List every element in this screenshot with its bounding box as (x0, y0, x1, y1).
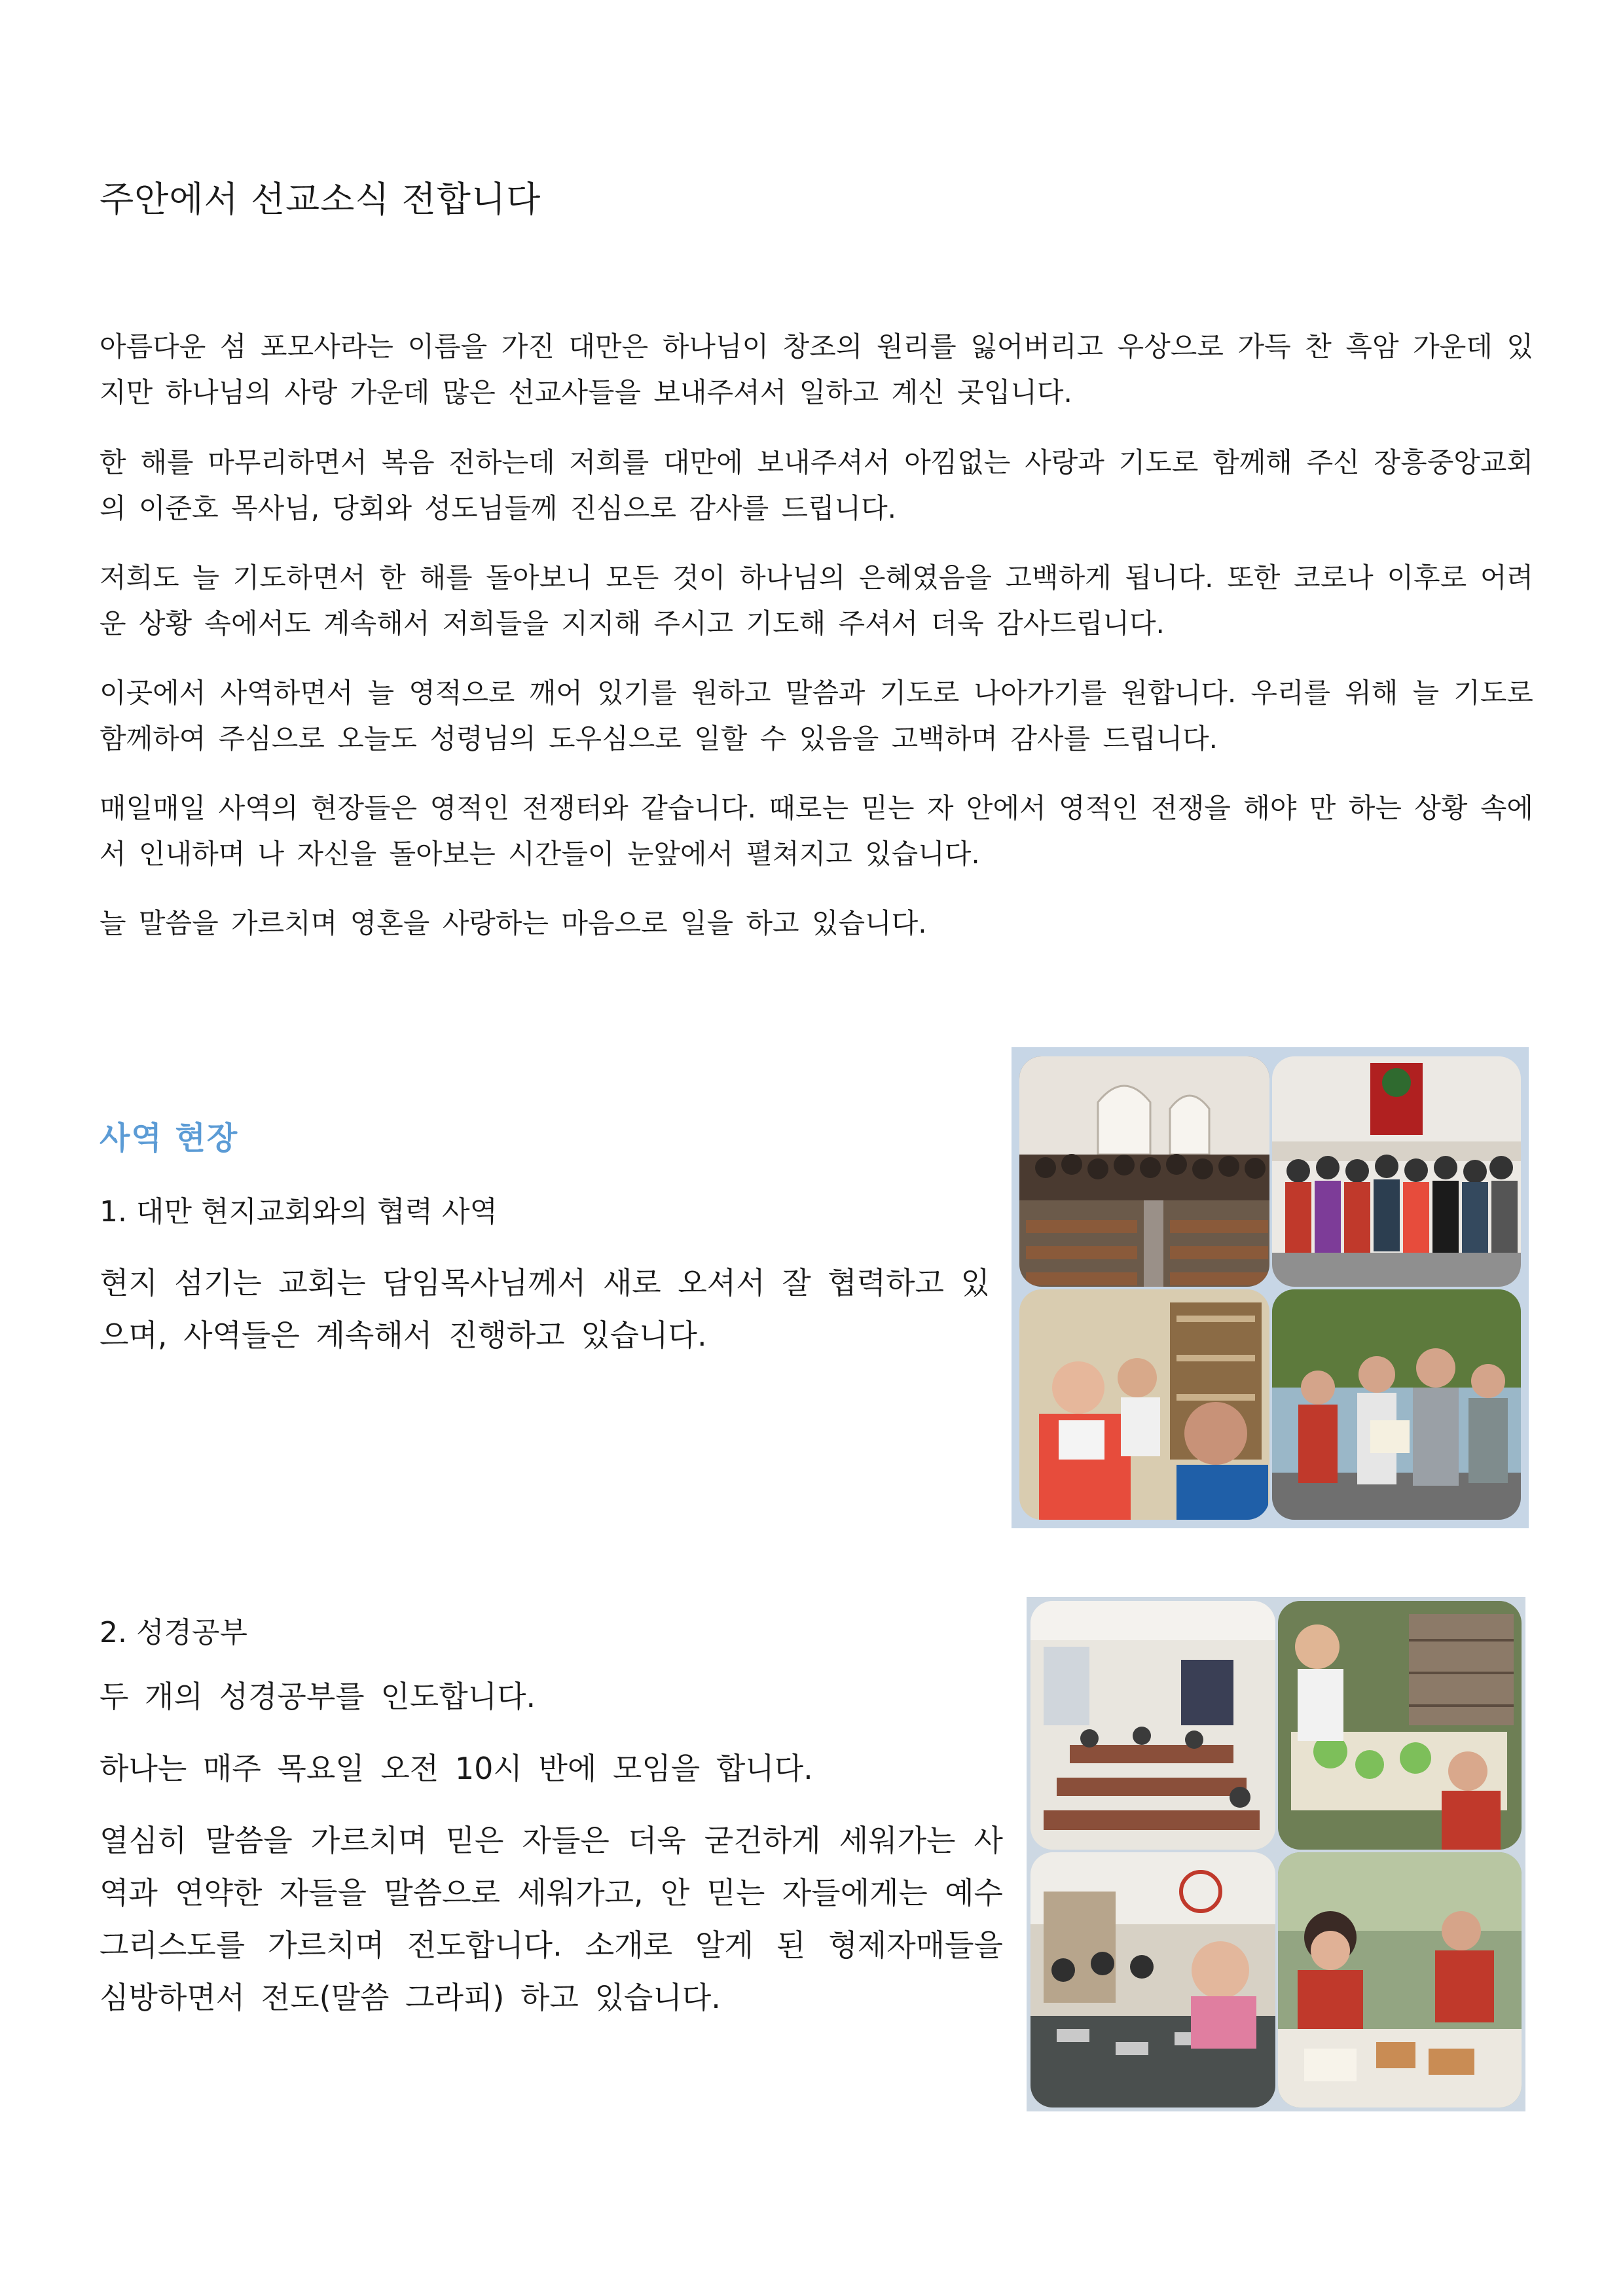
table-meeting-selfie-photo (1030, 1852, 1275, 2108)
outdoor-table-fellowship-photo (1278, 1601, 1522, 1850)
page-title: 주안에서 선교소식 전합니다 (100, 179, 541, 220)
section-title: 사역 현장 (100, 1120, 239, 1157)
intro-paragraph: 늘 말씀을 가르치며 영혼을 사랑하는 마음으로 일을 하고 있습니다. (100, 907, 927, 939)
intro-paragraph: 아름다운 섬 포모사라는 이름을 가진 대만은 하나님이 창조의 원리를 잃어버리고 우상으로 가득 찬 흑암 가운데 있지만 하나님의 사랑 가운데 많은 선교사들을 보내주셔서 일하고 계신 곳입니다. (100, 331, 1533, 408)
item1-body: 현지 섬기는 교회는 담임목사님께서 새로 오셔서 잘 협력하고 있으며, 사역들은 계속해서 진행하고 있습니다. (100, 1265, 990, 1353)
item2-line: 열심히 말씀을 가르치며 믿은 자들은 더욱 굳건하게 세워가는 사역과 연약한 자들을 말씀으로 세워가고, 안 믿는 자들에게는 예수그리스도를 가르치며 전도합니다. 소개로 알게 된 형제자매들을 심방하면서 전도(말씀 그라피) 하고 있습니다. (100, 1823, 1003, 2015)
item2-line: 두 개의 성경공부를 인도합니다. (100, 1679, 536, 1714)
item2-heading: 2. 성경공부 (100, 1616, 247, 1649)
church-group-photo (1272, 1056, 1521, 1287)
indoor-group-cards-photo (1019, 1289, 1269, 1520)
intro-paragraph: 매일매일 사역의 현장들은 영적인 전쟁터와 같습니다. 때로는 믿는 자 안에서 영적인 전쟁을 해야 만 하는 상황 속에서 인내하며 나 자신을 돌아보는 시간들이 눈앞에서 펼쳐지고 있습니다. (100, 792, 1533, 870)
item2-line: 하나는 매주 목요일 오전 10시 반에 모임을 합니다. (100, 1751, 813, 1786)
church-interior-photo (1019, 1056, 1269, 1287)
intro-paragraph: 한 해를 마무리하면서 복음 전하는데 저희를 대만에 보내주셔서 아낌없는 사랑과 기도로 함께해 주신 장흥중앙교회의 이준호 목사님, 당회와 성도님들께 진심으로 감사를 드립니다. (100, 446, 1533, 524)
outdoor-group-books-photo (1272, 1289, 1521, 1520)
bible-study-classroom-photo (1030, 1601, 1275, 1850)
outdoor-calligraphy-photo (1278, 1852, 1522, 2108)
intro-paragraph: 저희도 늘 기도하면서 한 해를 돌아보니 모든 것이 하나님의 은혜였음을 고백하게 됩니다. 또한 코로나 이후로 어려운 상황 속에서도 계속해서 저희들을 지지해 주시고 기도해 주셔서 더욱 감사드립니다. (100, 562, 1533, 639)
intro-paragraph: 이곳에서 사역하면서 늘 영적으로 깨어 있기를 원하고 말씀과 기도로 나아가기를 원합니다. 우리를 위해 늘 기도로 함께하여 주심으로 오늘도 성령님의 도우심으로 일할 수 있음을 고백하며 감사를 드립니다. (100, 677, 1533, 755)
photo-collage-1 (1012, 1047, 1529, 1528)
photo-collage-2 (1027, 1597, 1525, 2111)
item1-heading: 1. 대만 현지교회와의 협력 사역 (100, 1195, 498, 1229)
